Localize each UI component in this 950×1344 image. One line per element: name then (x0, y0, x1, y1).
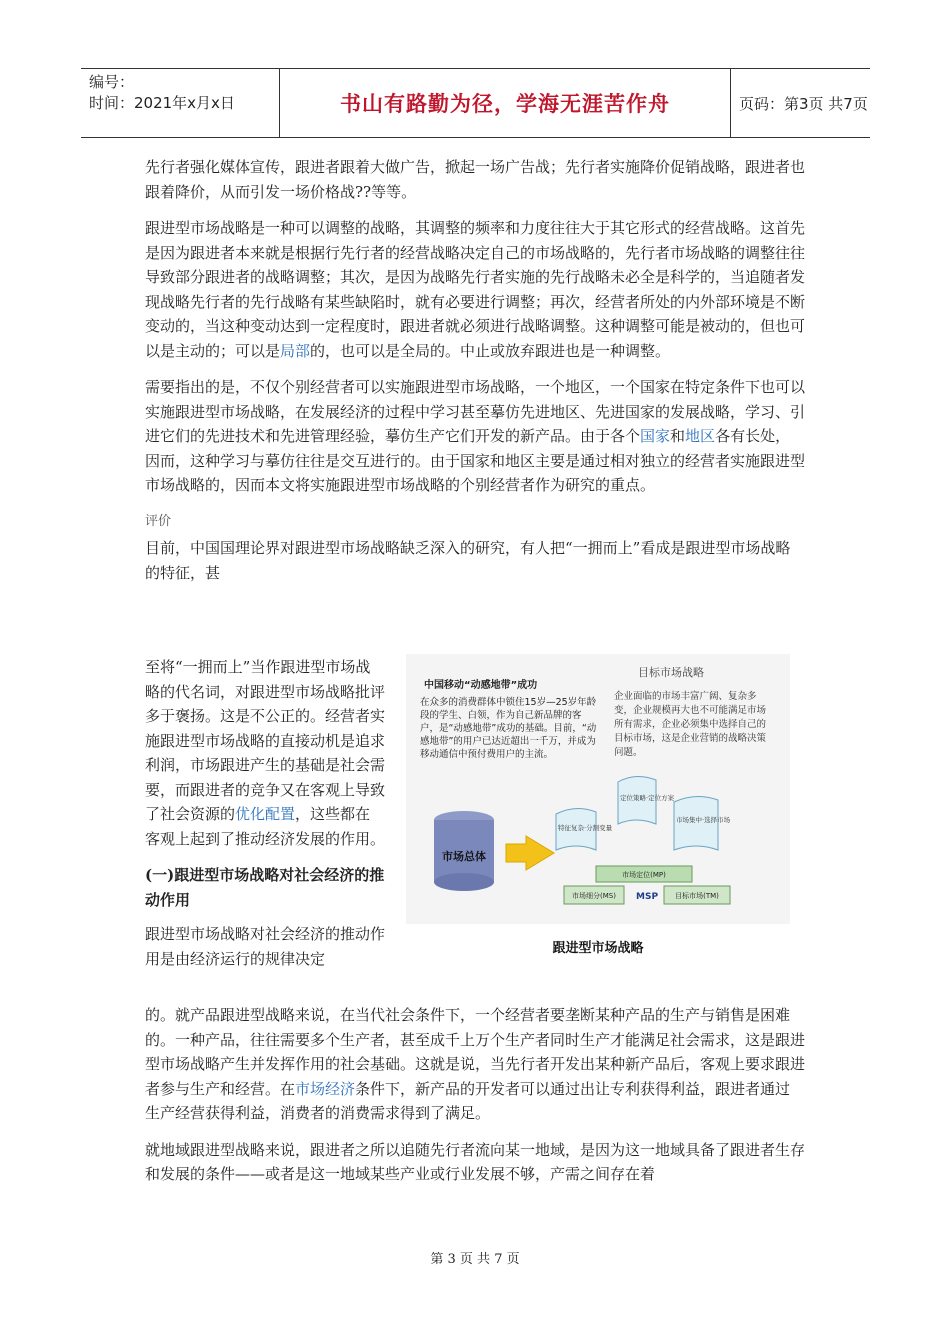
paragraph-2 (145, 216, 805, 363)
box-position-label: 市场定位(MP) (622, 871, 666, 879)
header-meta (89, 72, 235, 114)
fig-left-title: 中国移动“动感地带”成功 (424, 680, 538, 691)
paragraph-3-text-mid: 和 (670, 427, 686, 445)
box-target-label: 目标市场(TM) (675, 892, 719, 900)
box-msp-label: MSP (636, 892, 659, 902)
main-content-upper (145, 155, 805, 597)
paragraph-3-text-b: 各有长处，因而，这种学习与摹仿往往是交互进行的。由于国家和地区主要是通过相对独立的经营者实施跟进型市场战略的，因而本文将实施跟进型市场战略的个别经营者作为研究的重点。 (145, 427, 806, 494)
link-optimization[interactable]: 优化配置 (235, 805, 296, 823)
figure-image (406, 654, 790, 924)
flag-1-label: 特征复杂·分割变量 (558, 824, 613, 832)
paragraph-5-text-b: ，这些都在客观上起到了推动经济发展的作用。 (145, 805, 386, 848)
narrow-column (145, 655, 385, 983)
paragraph-6-text-a: 的。就产品跟进型战略来说，在当代社会条件下，一个经营者要垄断某种产品的生产与销售是困难的。一种产品，往往需要多个生产者，甚至成千上万个生产者同时生产才能满足社会需求，这是跟进型市场战略产生并发挥作用的社会基础。这就是说，当先行者开发出某种新产品后，客观上要求跟进者参与生产和经营。在 (145, 1006, 806, 1098)
paragraph-3 (145, 375, 805, 498)
paragraph-6-start: 跟进型市场战略对社会经济的推动作用是由经济运行的规律决定 (145, 925, 386, 968)
paragraph-7: 就地域跟进型战略来说，跟进者之所以追随先行者流向某一地域，是因为这一地域具备了跟进者生存和发展的条件——或者是这一地域某些产业或行业发展不够，产需之间存在着 (145, 1140, 806, 1183)
cylinder-bottom (434, 873, 494, 891)
time-label: 时间：2021年x月x日 (89, 94, 235, 112)
strategy-figure (406, 654, 790, 962)
page-info-text: 页码：第3页 共7页 (739, 94, 868, 113)
link-market-economy[interactable]: 市场经济 (295, 1079, 356, 1098)
footer-page-text: 第 3 页 共 7 页 (430, 1252, 520, 1267)
eval-label: 评价 (145, 513, 172, 529)
paragraph-5 (145, 655, 385, 851)
link-local[interactable]: 局部 (280, 341, 311, 360)
link-region[interactable]: 地区 (685, 427, 716, 445)
paragraph-4: 目前，中国国理论界对跟进型市场战略缺乏深入的研究，有人把“一拥而上”看成是跟进型市场战略的特征，甚 (145, 539, 791, 582)
number-label: 编号： (89, 73, 135, 91)
box-segment-label: 市场细分(MS) (572, 892, 616, 900)
motto-text: 书山有路勤为径，学海无涯苦作舟 (340, 92, 670, 116)
paragraph-1: 先行者强化媒体宣传，跟进者跟着大做广告，掀起一场广告战；先行者实施降价促销战略，跟进者也跟着降价，从而引发一场价格战??等等。 (145, 158, 806, 201)
link-country[interactable]: 国家 (640, 427, 671, 445)
cylinder-label: 市场总体 (442, 850, 486, 863)
fig-right-title: 目标市场战略 (638, 666, 704, 679)
figure-caption: 跟进型市场战略 (552, 941, 644, 956)
paragraph-6-text-b: 条件下，新产品的开发者可以通过出让专利获得利益，跟进者通过生产经营获得利益，消费者的消费需求得到了满足。 (145, 1079, 791, 1122)
paragraph-5-text-a: 至将“一拥而上”当作跟进型市场战略的代名词，对跟进型市场战略批评多于褒扬。这是不公正的。经营者实施跟进型市场战略的直接动机是追求利润，市场跟进产生的基础是社会需要，而跟进者的竞争又在客观上导致了社会资源的 (145, 658, 386, 823)
fig-right-text: 企业面临的市场丰富广阔、复杂多变，企业规模再大也不可能满足市场所有需求，企业必须集中选择自己的目标市场，这是企业营销的战略决策问题。 (614, 691, 767, 758)
header-page-info (739, 69, 868, 137)
header-motto-cell (279, 69, 731, 137)
page-footer (0, 1248, 950, 1267)
fig-right-text-wrap (614, 690, 774, 780)
page-header (81, 68, 870, 138)
main-content-lower (145, 1003, 805, 1199)
fig-left-text-wrap (420, 696, 600, 796)
figure-diagram (406, 654, 790, 924)
section-title: (一)跟进型市场战略对社会经济的推动作用 (145, 866, 385, 909)
paragraph-6-rest (145, 1003, 805, 1126)
flag-2-label: 定位策略·定位方案 (620, 794, 675, 802)
paragraph-2-text-a: 跟进型市场战略是一种可以调整的战略，其调整的频率和力度往往大于其它形式的经营战略。这首先是因为跟进者本来就是根据行先行者的经营战略决定自己的市场战略的，先行者市场战略的调整往往导致部分跟进者的战略调整；其次，是因为战略先行者实施的先行战略未必全是科学的，当追随者发现战略先行者的先行战略有某些缺陷时，就有必要进行调整；再次，经营者所处的内外部环境是不断变动的，当这种变动达到一定程度时，跟进者就必须进行战略调整。这种调整可能是被动的，但也可以是主动的；可以是 (145, 219, 806, 360)
paragraph-2-text-b: 的，也可以是全局的。中止或放弃跟进也是一种调整。 (310, 341, 671, 360)
fig-left-text: 在众多的消费群体中锁住15岁—25岁年龄段的学生、白领，作为自己新品牌的客户，是“动感地带”成功的基础。目前，“动感地带”的用户已达近超出一千万，并成为移动通信中预付费用户的主流。 (420, 697, 597, 760)
paragraph-3-text-a: 需要指出的是，不仅个别经营者可以实施跟进型市场战略，一个地区，一个国家在特定条件下也可以实施跟进型市场战略，在发展经济的过程中学习甚至摹仿先进地区、先进国家的发展战略，学习、引进它们的先进技术和先进管理经验，摹仿生产它们开发的新产品。由于各个 (145, 378, 806, 445)
flag-3-label: 市场集中·选择市场 (676, 816, 731, 824)
